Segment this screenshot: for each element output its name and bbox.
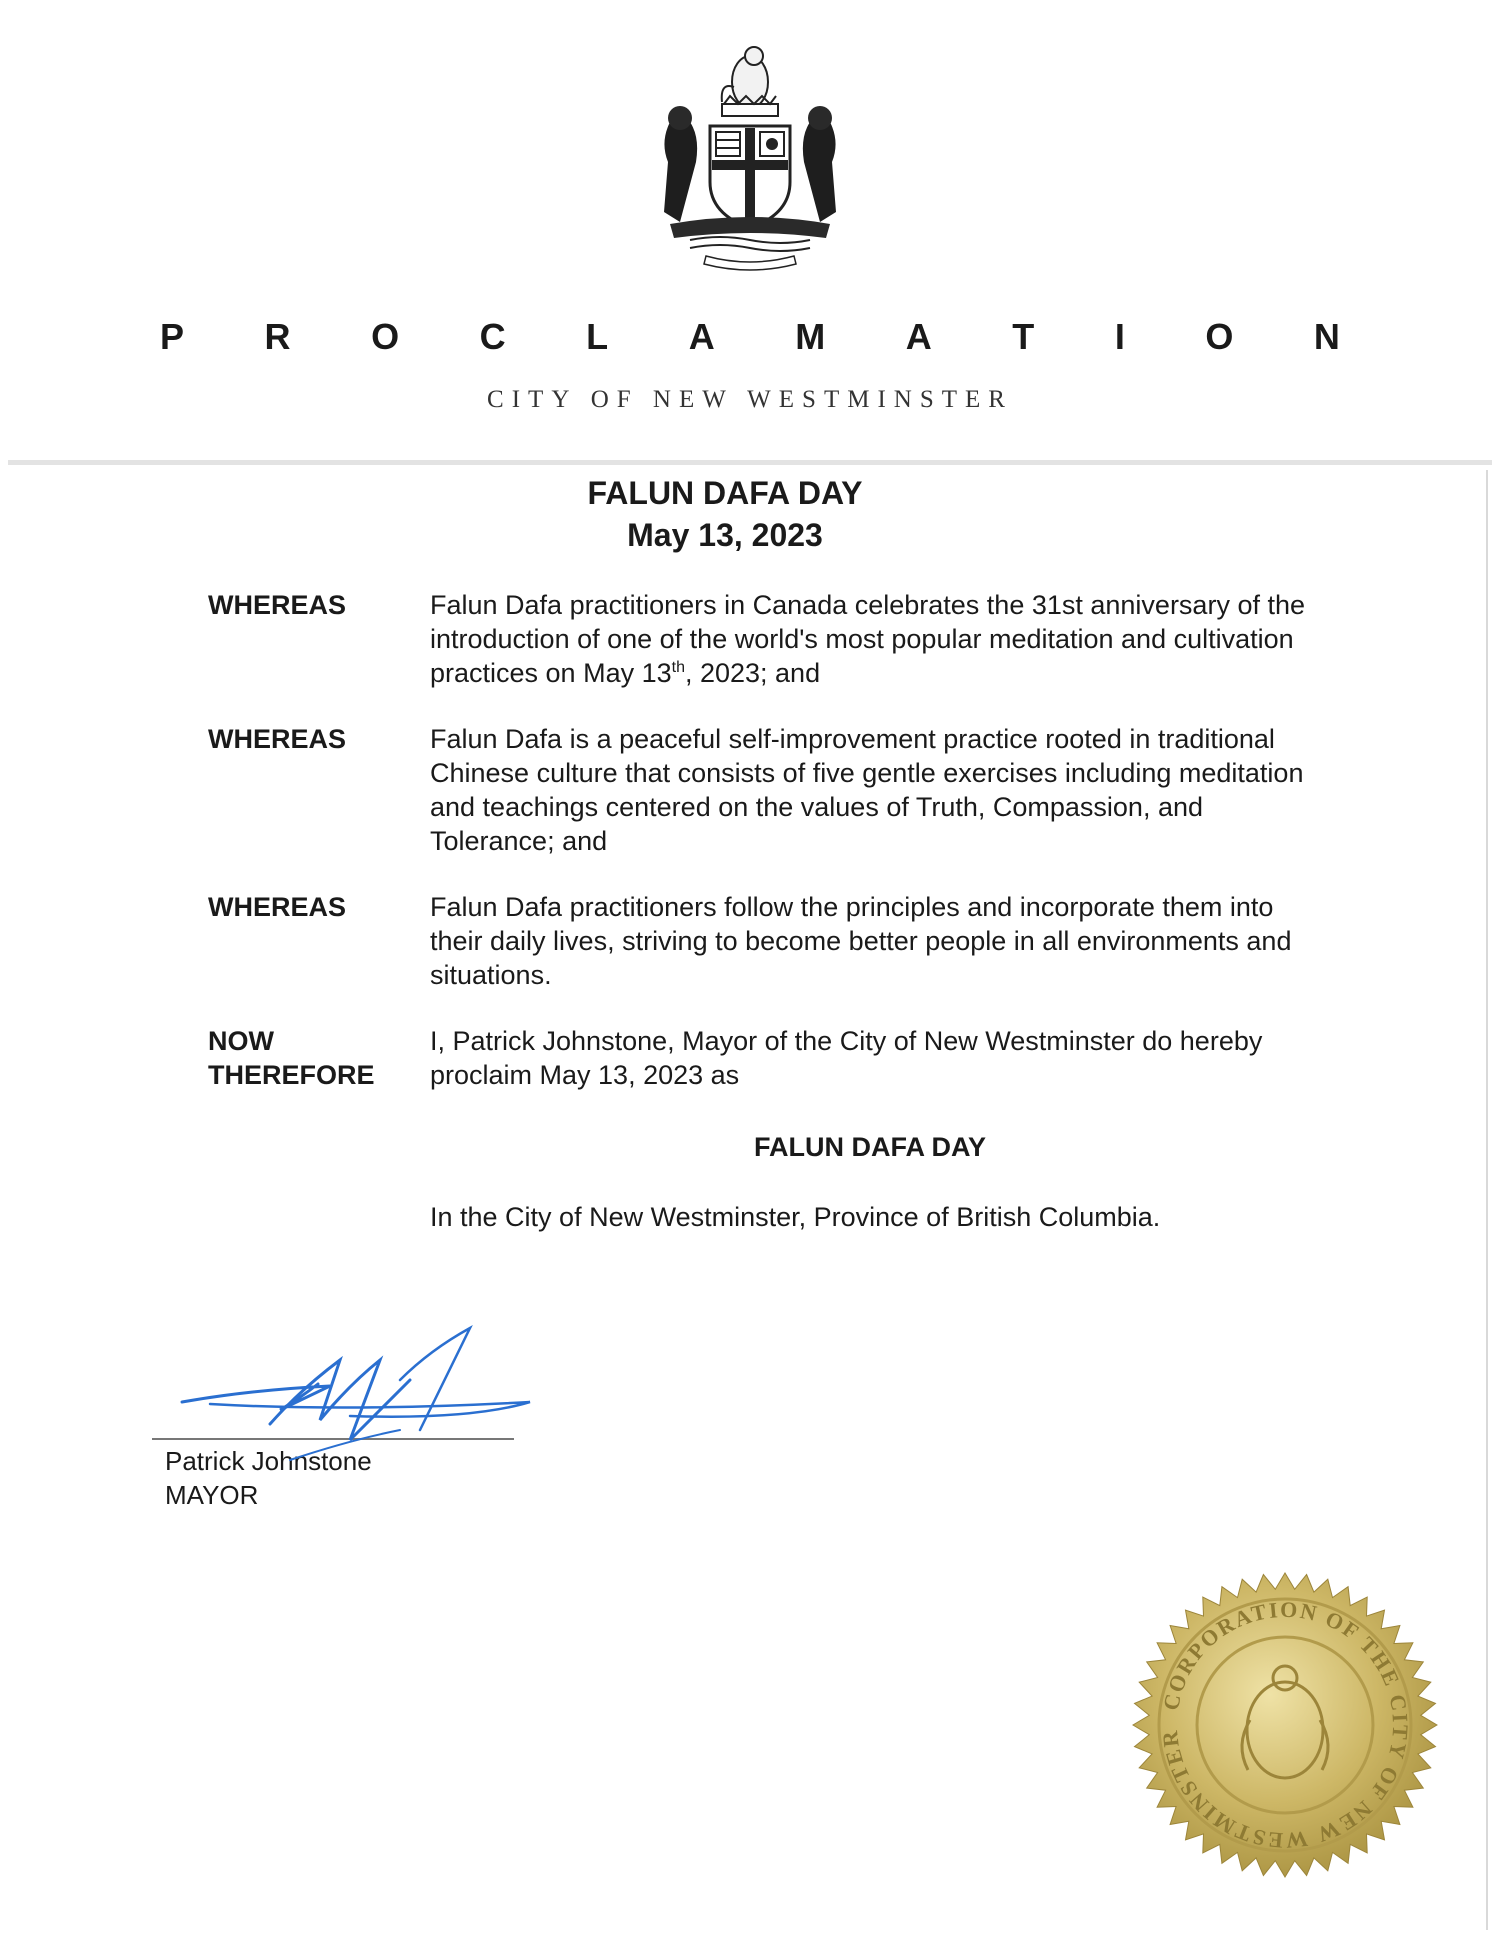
clause-item xyxy=(208,722,1328,858)
clause-item xyxy=(208,890,1328,992)
title-letter: N xyxy=(1313,316,1340,357)
clause-text-part: Falun Dafa practitioners in Canada celebrates the 31st anniversary of the introduction of one of the world's most popular meditation and cultivation practices on May 13 xyxy=(430,590,1305,688)
city-subtitle: CITY OF NEW WESTMINSTER xyxy=(487,386,1013,413)
clause-text: I, Patrick Johnstone, Mayor of the City of New Westminster do hereby proclaim May 13, 2023 as xyxy=(430,1026,1263,1090)
title-letter: P xyxy=(160,316,185,357)
proclaimed-day: FALUN DAFA DAY xyxy=(753,1132,987,1162)
title-letter: L xyxy=(586,316,609,357)
title-letter: O xyxy=(371,316,400,357)
title-letter: A xyxy=(688,316,715,357)
mayor-signature xyxy=(170,1320,550,1480)
clause-label xyxy=(208,1024,430,1092)
title-letter: M xyxy=(795,316,826,357)
clause-text xyxy=(430,588,1328,690)
clause-label: WHEREAS xyxy=(208,724,347,754)
proclamation-title xyxy=(160,316,1340,358)
title-letter: C xyxy=(479,316,506,357)
clause-text: Falun Dafa practitioners follow the principles and incorporate them into their daily lives, striving to become better people in all environments and situations. xyxy=(430,892,1292,990)
clause-label: WHEREAS xyxy=(208,892,347,922)
heading-title: FALUN DAFA DAY xyxy=(587,475,863,511)
page-edge xyxy=(1486,470,1488,1930)
proclamation-heading xyxy=(0,472,1450,556)
clause-text: Falun Dafa is a peaceful self-improvement practice rooted in traditional Chinese culture that consists of five gentle exercises including meditation and teachings centered on the values of Truth, Compassion, and Tolerance; and xyxy=(430,724,1304,856)
clause-superscript: th xyxy=(671,659,685,676)
title-letter: A xyxy=(905,316,932,357)
signatory-title: MAYOR xyxy=(165,1480,259,1510)
clause-item xyxy=(208,1024,1328,1092)
clause-label-line: NOW xyxy=(208,1026,274,1056)
title-letter: R xyxy=(264,316,291,357)
clause-list xyxy=(208,588,1328,1124)
clause-label-line: THEREFORE xyxy=(208,1060,375,1090)
title-letter: I xyxy=(1114,316,1125,357)
title-letter: T xyxy=(1012,316,1035,357)
seal-inscription: CORPORATION OF THE CITY OF NEW WESTMINSTER xyxy=(1156,1596,1414,1854)
header-divider xyxy=(8,460,1492,465)
signatory-name: Patrick Johnstone xyxy=(165,1446,372,1476)
clause-text-part: , 2023; and xyxy=(684,658,821,688)
heading-date: May 13, 2023 xyxy=(627,517,823,553)
clause-item xyxy=(208,588,1328,690)
city-seal xyxy=(1130,1570,1440,1880)
jurisdiction-text: In the City of New Westminster, Province of British Columbia. xyxy=(430,1202,1161,1232)
title-letter: O xyxy=(1205,316,1234,357)
clause-label: WHEREAS xyxy=(208,590,347,620)
city-crest-logo xyxy=(650,42,850,272)
